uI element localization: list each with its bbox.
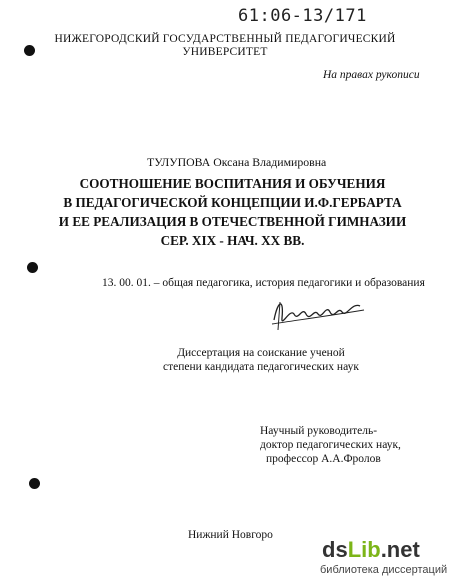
dissertation-degree bbox=[163, 346, 359, 374]
supervisor-line-2: доктор педагогических наук, bbox=[260, 439, 401, 451]
author-given-names: Оксана Владимировна bbox=[213, 155, 327, 169]
specialty-line: 13. 00. 01. – общая педагогика, история педагогики и образования bbox=[102, 277, 425, 289]
watermark bbox=[316, 536, 450, 582]
binder-hole-bottom bbox=[29, 478, 40, 489]
manuscript-note: На правах рукописи bbox=[323, 69, 420, 81]
archive-number: 61:06-13/171 bbox=[238, 6, 367, 26]
watermark-caption: библиотека диссертаций bbox=[320, 564, 448, 576]
title-line-4: СЕР. XIX - НАЧ. XX ВВ. bbox=[160, 233, 305, 248]
supervisor-line-3: профессор А.А.Фролов bbox=[266, 453, 381, 465]
supervisor-line-1: Научный руководитель- bbox=[260, 425, 378, 437]
author-name bbox=[147, 155, 326, 170]
university-line-2: УНИВЕРСИТЕТ bbox=[182, 46, 268, 58]
binder-hole-middle bbox=[27, 262, 38, 273]
dissertation-title bbox=[20, 174, 445, 250]
watermark-lib: Lib bbox=[347, 537, 381, 562]
watermark-logo bbox=[322, 538, 420, 562]
city: Нижний Новгоро bbox=[188, 529, 273, 541]
degree-line-1: Диссертация на соискание ученой bbox=[177, 347, 345, 359]
title-line-1: СООТНОШЕНИЕ ВОСПИТАНИЯ И ОБУЧЕНИЯ bbox=[79, 176, 386, 191]
title-line-2: В ПЕДАГОГИЧЕСКОЙ КОНЦЕПЦИИ И.Ф.ГЕРБАРТА bbox=[63, 195, 402, 210]
author-surname: ТУЛУПОВА bbox=[147, 155, 211, 169]
watermark-net: .net bbox=[380, 537, 420, 562]
university-header bbox=[0, 33, 450, 59]
signature bbox=[268, 290, 368, 338]
title-line-3: И ЕЕ РЕАЛИЗАЦИЯ В ОТЕЧЕСТВЕННОЙ ГИМНАЗИИ bbox=[58, 214, 407, 229]
watermark-ds: ds bbox=[322, 537, 348, 562]
supervisor-block bbox=[260, 424, 401, 466]
degree-line-2: степени кандидата педагогических наук bbox=[163, 361, 359, 373]
university-line-1: НИЖЕГОРОДСКИЙ ГОСУДАРСТВЕННЫЙ ПЕДАГОГИЧЕСКИЙ bbox=[54, 33, 396, 45]
